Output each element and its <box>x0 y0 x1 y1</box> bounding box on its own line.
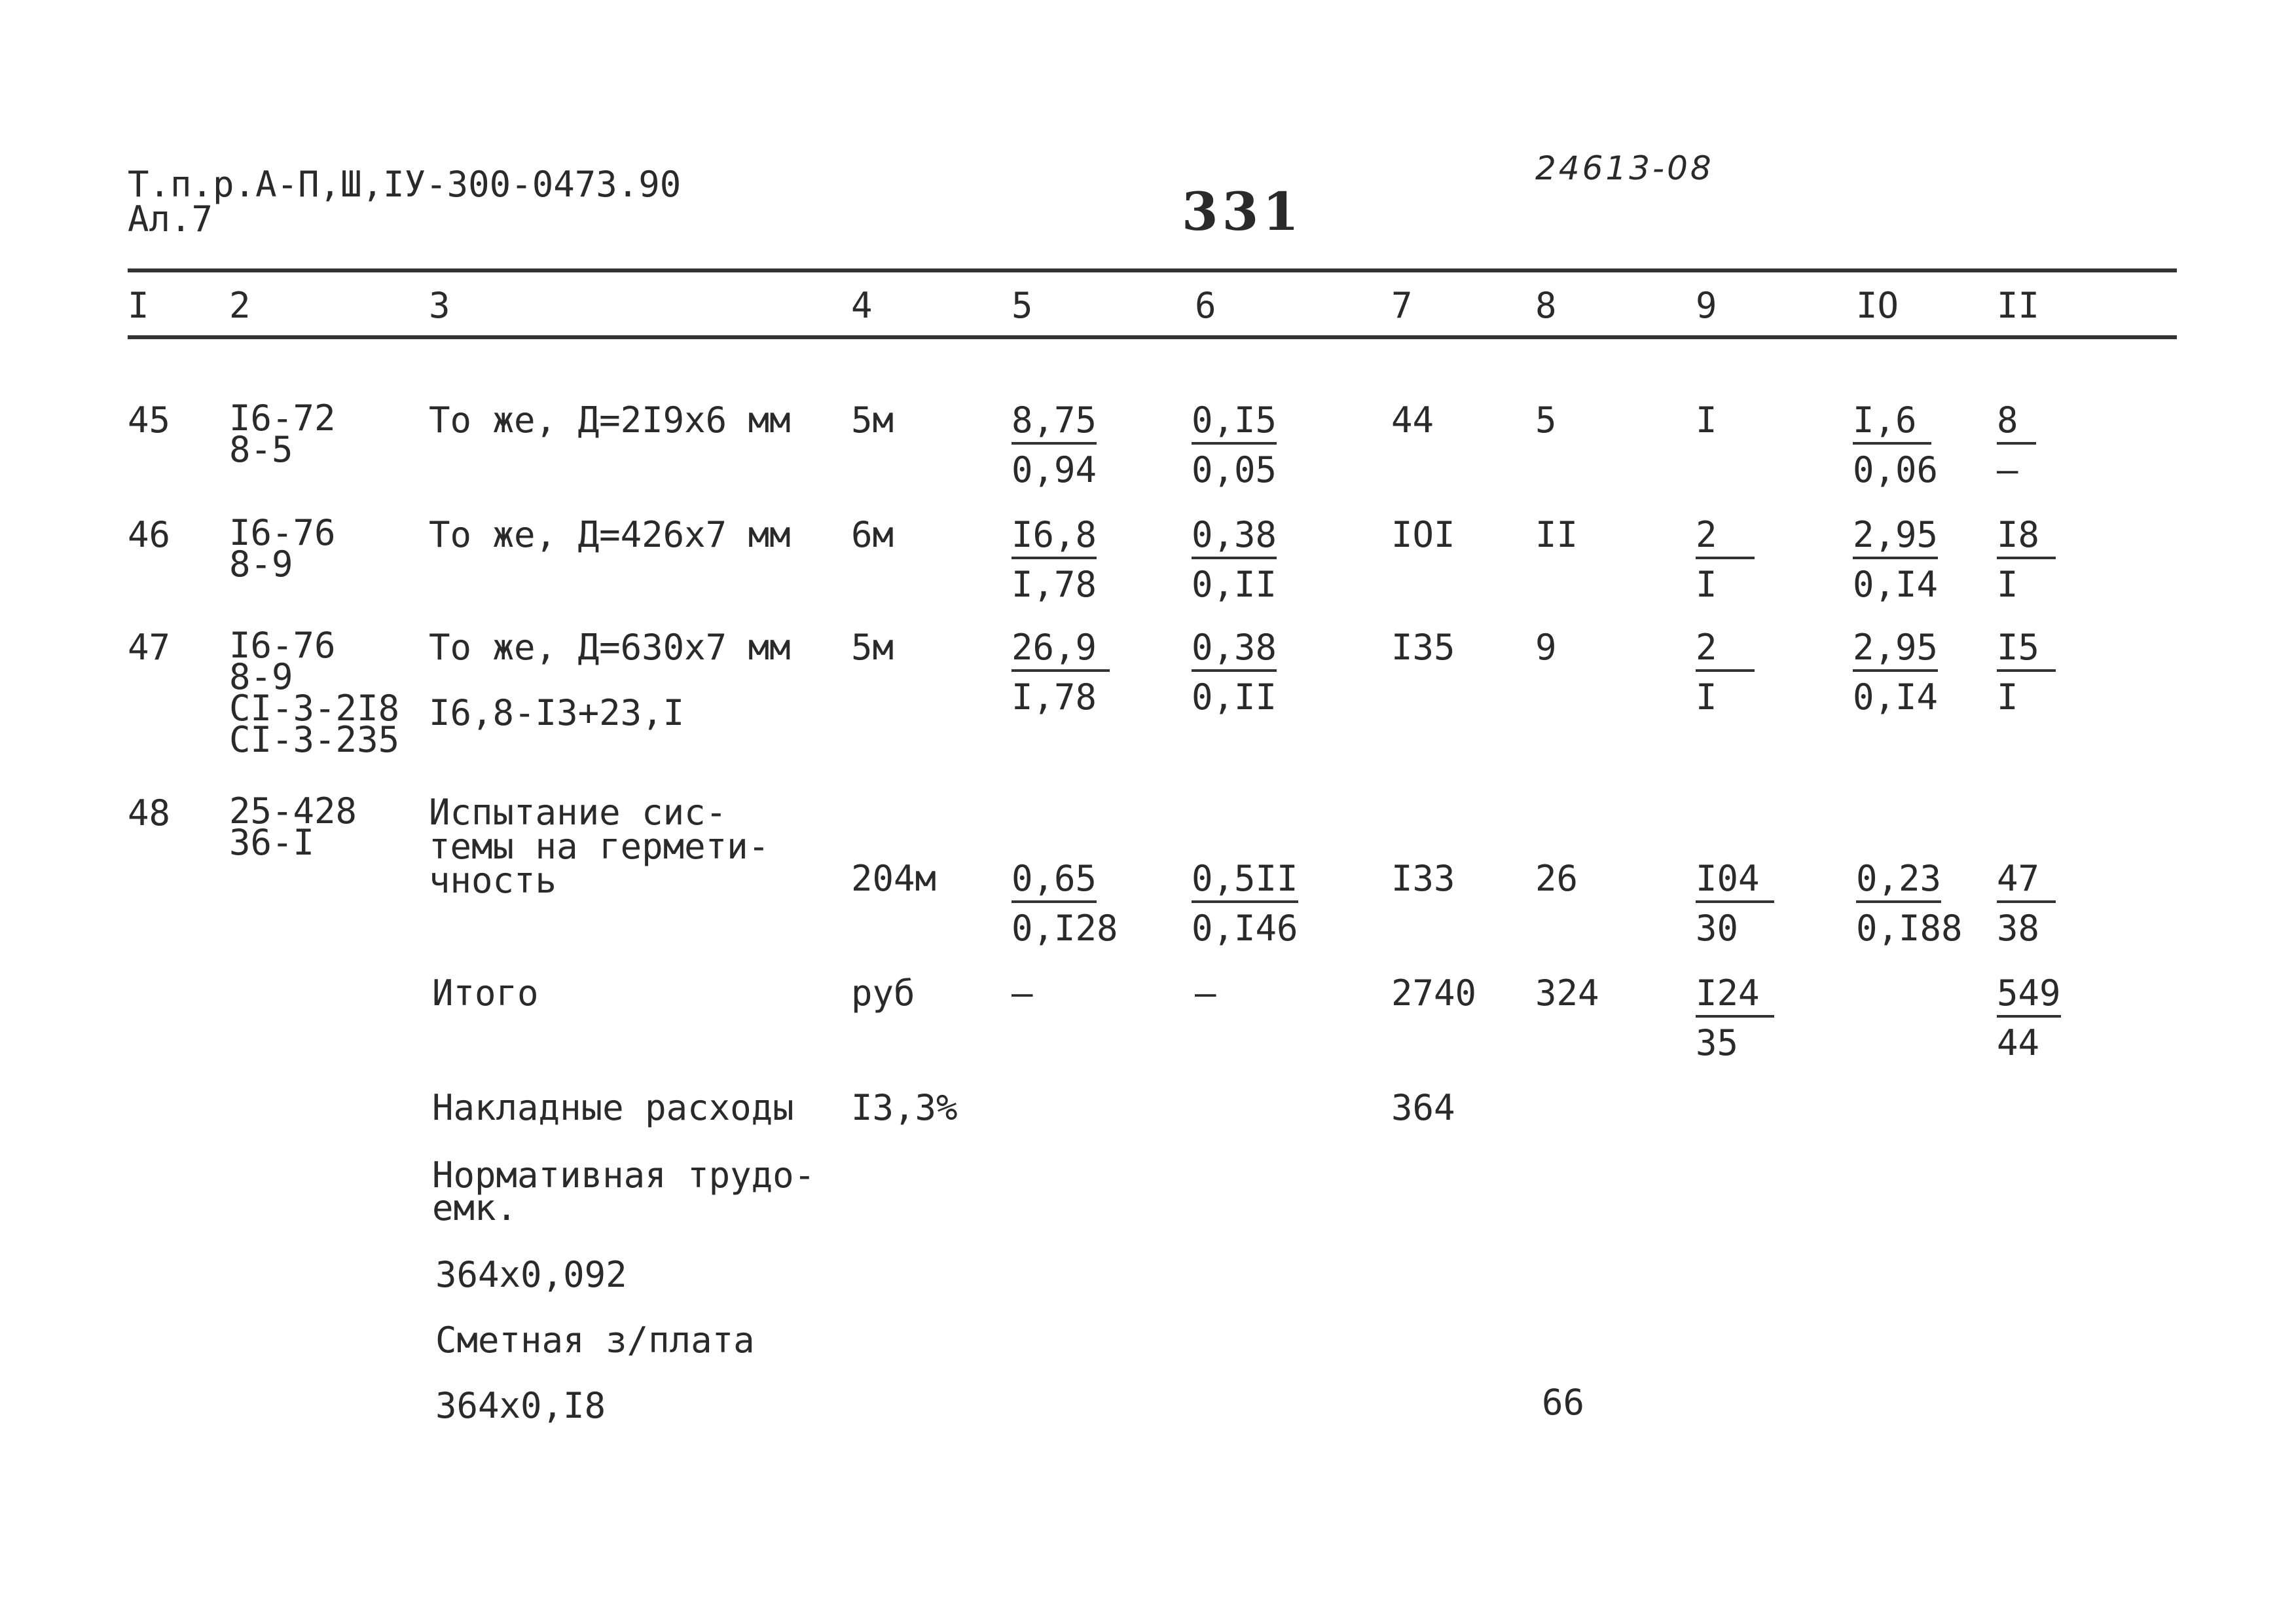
row-code: I6-76 8-9 CI-3-2I8 CI-3-235 <box>229 625 400 760</box>
column-header-3: 3 <box>429 285 450 326</box>
col5-fraction: $\frac{26,9}{I,78}$ <box>1011 630 1110 715</box>
header-top-rule <box>128 268 2177 272</box>
column-header-11: II <box>1997 285 2040 326</box>
col8-value: 26 <box>1535 858 1578 899</box>
col8-value: II <box>1535 514 1578 555</box>
col6-fraction: $\frac{0,5II}{0,I46}$ <box>1192 858 1298 949</box>
col9-fraction: $\frac{2}{I}$ <box>1696 630 1755 715</box>
column-header-5: 5 <box>1011 285 1033 326</box>
col11-fraction: 8 – <box>1997 403 2036 488</box>
totals-col9-fraction: $\frac{I24}{35}$ <box>1696 976 1774 1061</box>
col6-fraction: $\frac{0,38}{0,II}$ <box>1192 627 1277 718</box>
wage-col8: 66 <box>1542 1382 1585 1423</box>
row-unit: 5м <box>851 399 894 441</box>
wage-formula: 364х0,I8 <box>435 1385 606 1426</box>
document-code: Т.п.р.А-П,Ш,ІУ-300-0473.90 <box>128 164 682 205</box>
col11-fraction: $\frac{I8}{I}$ <box>1997 517 2056 602</box>
labor-norm-formula: 364х0,092 <box>435 1254 627 1295</box>
col9-fraction: $\frac{2}{I}$ <box>1696 517 1755 602</box>
col6-fraction: $\frac{0,38}{0,II}$ <box>1192 514 1277 605</box>
col7-value: I33 <box>1391 858 1455 899</box>
totals-unit: руб <box>851 972 915 1014</box>
col8-value: 9 <box>1535 627 1557 668</box>
col11-fraction: $\frac{47}{38}$ <box>1997 861 2056 946</box>
col11-fraction: $\frac{I5}{I}$ <box>1997 630 2056 715</box>
col10-fraction: $\frac{2,95}{0,I4}$ <box>1853 627 1939 718</box>
overhead-col7: 364 <box>1391 1087 1455 1128</box>
col9-value: I <box>1696 399 1717 441</box>
col9-fraction: $\frac{I04}{30}$ <box>1696 861 1774 946</box>
row-code: 25-428 36-I <box>229 790 357 863</box>
column-header-8: 8 <box>1535 285 1557 326</box>
row-number: 48 <box>128 792 171 834</box>
row-description: То же, Д=2I9х6 мм <box>429 399 791 441</box>
totals-col5: – <box>1011 972 1033 1014</box>
totals-col8: 324 <box>1535 972 1599 1014</box>
column-header-9: 9 <box>1696 285 1717 326</box>
totals-col7: 2740 <box>1391 972 1477 1014</box>
row-description: То же, Д=426х7 мм <box>429 514 791 555</box>
row-code: I6-72 8-5 <box>229 397 336 470</box>
column-header-1: I <box>128 285 149 326</box>
column-header-2: 2 <box>229 285 251 326</box>
row-number: 47 <box>128 627 171 668</box>
col7-value: IOI <box>1391 514 1455 555</box>
column-header-6: 6 <box>1195 285 1216 326</box>
column-header-7: 7 <box>1391 285 1413 326</box>
row-unit: 6м <box>851 514 894 555</box>
col7-value: 44 <box>1391 399 1434 441</box>
page-number: 331 <box>1182 181 1303 242</box>
col5-fraction: $\frac{8,75}{0,94}$ <box>1011 399 1097 490</box>
row-formula: I6,8-I3+23,I <box>429 692 685 733</box>
col8-value: 5 <box>1535 399 1557 441</box>
totals-col6: – <box>1195 972 1216 1014</box>
overhead-rate: I3,3% <box>851 1087 958 1128</box>
col5-fraction: $\frac{I6,8}{I,78}$ <box>1011 514 1097 605</box>
row-description: То же, Д=630х7 мм <box>429 627 791 668</box>
row-description: Испытание сис- темы на гермети- чность <box>429 792 770 901</box>
col6-fraction: $\frac{0,I5}{0,05}$ <box>1192 399 1277 490</box>
labor-norm-label: Нормативная трудо- емк. <box>432 1154 816 1228</box>
handwritten-document-id: 24613-08 <box>1535 149 1714 187</box>
row-code: I6-76 8-9 <box>229 512 336 585</box>
totals-col11-fraction: $\frac{549}{44}$ <box>1997 972 2061 1063</box>
row-number: 46 <box>128 514 171 555</box>
col7-value: I35 <box>1391 627 1455 668</box>
col10-fraction: $\frac{2,95}{0,I4}$ <box>1853 514 1939 605</box>
album-number: Ал.7 <box>128 198 213 240</box>
row-number: 45 <box>128 399 171 441</box>
row-unit: 5м <box>851 627 894 668</box>
col5-fraction: $\frac{0,65}{0,I28}$ <box>1011 858 1118 949</box>
column-header-4: 4 <box>851 285 873 326</box>
overhead-label: Накладные расходы <box>432 1087 794 1128</box>
header-bottom-rule <box>128 335 2177 339</box>
col10-fraction: $\frac{I,6}{0,06}$ <box>1853 399 1939 490</box>
row-unit: 204м <box>851 858 937 899</box>
col10-fraction: $\frac{0,23}{0,I88}$ <box>1856 858 1963 949</box>
totals-label: Итого <box>432 972 539 1014</box>
wage-label: Сметная з/плата <box>435 1320 755 1361</box>
column-header-10: IO <box>1856 285 1899 326</box>
